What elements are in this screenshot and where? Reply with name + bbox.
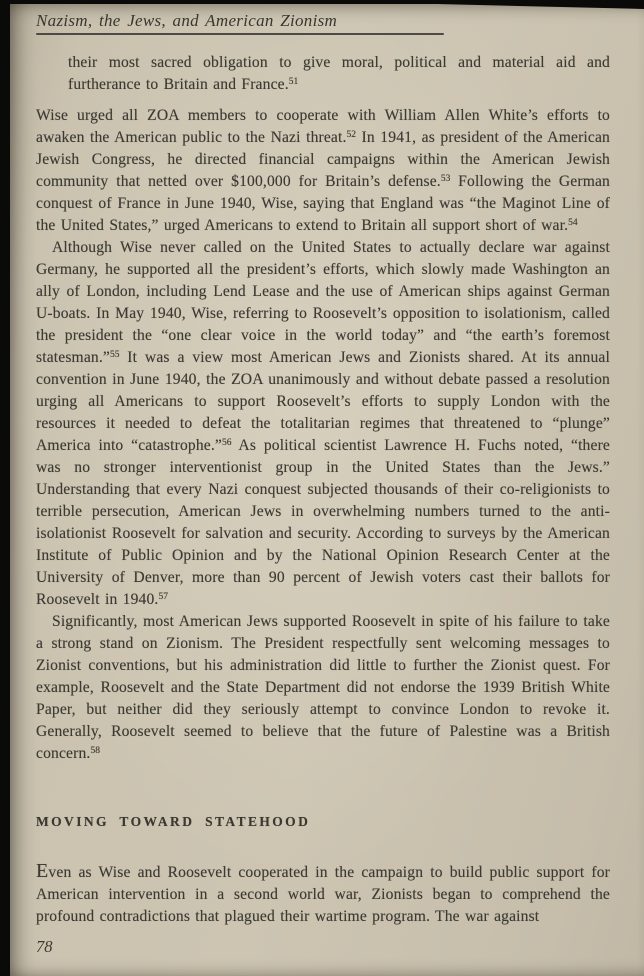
section-heading: MOVING TOWARD STATEHOOD — [36, 814, 311, 829]
block-quote: their most sacred obligation to give moral, political and material aid and furtherance to Britain and France.$^{51}$ — [68, 54, 610, 93]
paragraph-significantly: Significantly, most American Jews supported Roosevelt in spite of his failure to take a strong stand on Zionism. The President respectfully sent welcoming messages to Zionist conventions, but his administration did little to further the Zionist quest. For example, Roosevelt and the State Department did not endorse the 1939 British White Paper, but neither did they seriously attempt to convince London to revoke it. Generally, Roosevelt seemed to believe that the future of Palestine was a British concern.$^{58}$ — [36, 613, 610, 762]
header-rule — [36, 33, 444, 35]
page-number: 78 — [36, 937, 53, 956]
running-header: Nazism, the Jews, and American Zionism — [36, 11, 338, 30]
paragraph-although: Although Wise never called on the United States to actually declare war against Germany, he supported all the president’s efforts, which slowly made Washington an ally of London, including Lend Lease and the use of American ships against German U-boats. In May 1940, Wise, referring to Roosevelt’s opposition to isolationism, called the president the “one clear voice in the world today” and “the earth’s foremost statesman.”$^{55}$ It was a view most American Jews and Zionists shared. At its annual convention in June 1940, the ZOA unanimously and without debate passed a resolution urging all Americans to support Roosevelt’s efforts to supply London with the resources it needed to defeat the totalitarian regimes that threatened to “plunge” America into “catastrophe.”$^{56}$ As political scientist Lawrence H. Fuchs noted, “there was no stronger interventionist group in the United States than the Jews.” Understanding that every Nazi conquest subjected thousands of their co-religionists to terrible persecution, American Jews in overwhelming numbers turned to the anti-isolationist Roosevelt for salvation and security. According to surveys by the American Institute of Public Opinion and by the National Opinion Research Center at the University of Denver, more than 90 percent of Jewish voters cast their ballots for Roosevelt in 1940.57 — [36, 239, 610, 608]
paragraph-even-as: Even as Wise and Roosevelt cooperated in the campaign to build public support for American intervention in a second world war, Zionists began to comprehend the profound contradictions that plagued their wartime program. The war against — [36, 860, 610, 925]
book-page — [10, 4, 644, 976]
paragraph-wise-urged: Wise urged all ZOA members to cooperate with William Allen White’s efforts to awaken the American public to the Nazi threat.$^{52}$ In 1941, as president of the American Jewish Congress, he directed financial campaigns within the American Jewish community that netted over $100,000 for Britain’s defense.$^{53}$ Following the German conquest of France in June 1940, Wise, saying that England was “the Maginot Line of the United States,” urged Americans to extend to Britain all support short of war.$^{54}$ — [36, 107, 610, 234]
